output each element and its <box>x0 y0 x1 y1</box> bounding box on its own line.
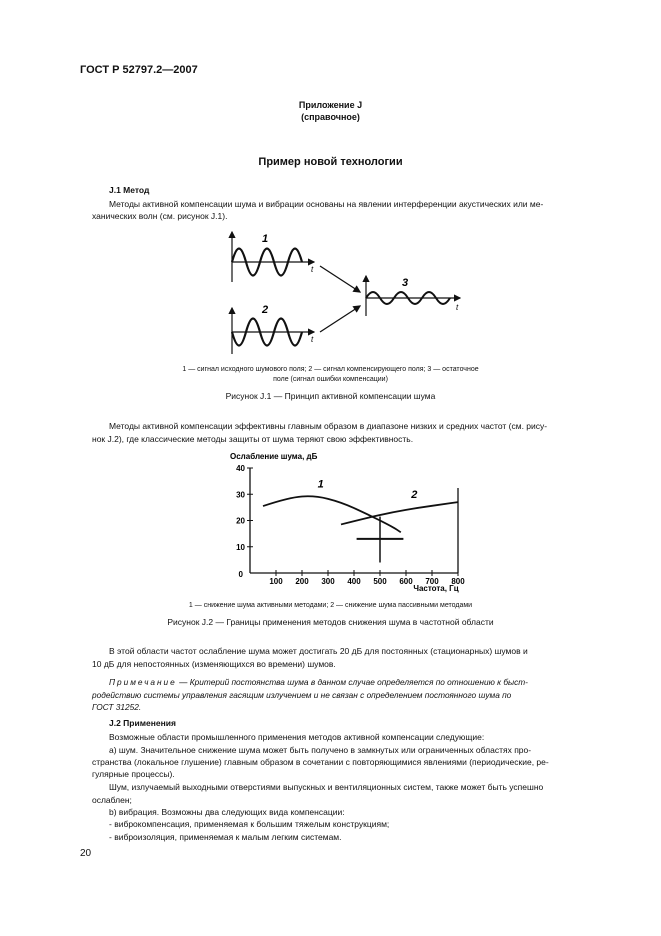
axis-t-label: t <box>456 303 459 312</box>
paragraph-line: гулярные процессы). <box>92 769 175 779</box>
document-header: ГОСТ Р 52797.2—2007 <box>80 64 198 76</box>
page-title: Пример новой технологии <box>258 156 403 168</box>
origin-label: 0 <box>238 570 243 579</box>
paragraph-line: ослаблен; <box>92 795 132 805</box>
paragraph-line: Шум, излучаемый выходными отверстиями выпускных и вентиляционных систем, также может быть успешно <box>109 782 544 792</box>
paragraph-line: Методы активной компенсации шума и вибрации основаны на явлении интерференции акустических или ме- <box>109 199 544 209</box>
note-line: родействию системы управления гасящим излучением и не связан с определением постоянного шума по <box>92 690 512 700</box>
paragraph-line: нок J.2), где классические методы защиты от шума теряют свою эффективность. <box>92 434 414 444</box>
note-label: Примечание <box>109 677 177 687</box>
chart-frame <box>236 464 465 586</box>
series-2-label: 2 <box>411 489 418 502</box>
appendix-label: Приложение J <box>298 100 363 110</box>
axis-t-label: t <box>311 265 314 274</box>
chart-marks <box>263 479 458 563</box>
bullet-item: - виброизоляция, применяемая к малым легким системам. <box>109 832 342 842</box>
combine-arrow-bottom <box>320 306 360 332</box>
y-tick-label: 30 <box>236 490 245 500</box>
paragraph-line: Методы активной компенсации эффективны главным образом в диапазоне низких и средних частот (см. рису- <box>109 421 548 431</box>
figure-j2-chart <box>218 448 478 596</box>
y-axis-label: Ослабление шума, дБ <box>230 452 318 461</box>
figure-j1-caption: Рисунок J.1 — Принцип активной компенсации шума <box>225 391 436 401</box>
series-2-line <box>341 502 458 524</box>
x-axis-label: Частота, Гц <box>413 584 459 593</box>
x-tick-label: 600 <box>399 577 413 586</box>
y-tick-label: 40 <box>236 464 245 473</box>
x-tick-label: 700 <box>425 577 439 586</box>
paragraph-line: Возможные области промышленного применения методов активной компенсации следующие: <box>109 732 485 742</box>
combine-arrow-top <box>320 266 360 292</box>
section-j2-heading: J.2 Применения <box>109 718 176 728</box>
signal-2-label: 2 <box>262 304 269 316</box>
note-text: — Критерий постоянства шума в данном случае определяется по отношению к быст- <box>179 677 528 687</box>
signal-1-label: 1 <box>262 233 269 245</box>
axis-t-label: t <box>311 335 314 344</box>
x-tick-label: 100 <box>269 577 283 586</box>
page-number: 20 <box>80 848 92 859</box>
signal-3-label: 3 <box>402 277 409 289</box>
x-tick-label: 300 <box>321 577 335 586</box>
note-line <box>109 676 614 689</box>
paragraph-line: а) шум. Значительное снижение шума может быть получено в замкнутых или ограниченных областях про- <box>109 745 532 755</box>
note-line: ГОСТ 31252. <box>92 702 142 712</box>
section-j1-heading: J.1 Метод <box>109 185 150 195</box>
paragraph-line: В этой области частот ослабление шума может достигать 20 дБ для постоянных (стационарных) шумов и <box>109 646 528 656</box>
figure-j2-caption: Рисунок J.2 — Границы применения методов снижения шума в частотной области <box>167 617 494 627</box>
paragraph-line: ханических волн (см. рисунок J.1). <box>92 211 228 221</box>
appendix-type: (справочное) <box>301 112 360 122</box>
bullet-item: - виброкомпенсация, применяемая к большим тяжелым конструкциям; <box>109 819 390 829</box>
x-tick-label: 800 <box>451 577 465 586</box>
y-tick-label: 10 <box>236 542 245 552</box>
paragraph-line: b) вибрация. Возможны два следующих вида компенсации: <box>109 807 345 817</box>
legend-line: поле (сигнал ошибки компенсации) <box>273 376 388 383</box>
series-1-label: 1 <box>317 478 324 491</box>
signal-2-plot <box>232 308 314 354</box>
signal-3-plot <box>366 276 460 316</box>
x-tick-label: 500 <box>373 577 387 586</box>
y-tick-label: 20 <box>236 516 245 526</box>
appendix-title <box>0 99 661 123</box>
legend-line: 1 — сигнал исходного шумового поля; 2 — сигнал компенсирующего поля; 3 — остаточное <box>182 366 479 373</box>
x-tick-label: 400 <box>347 577 361 586</box>
signal-1-plot <box>232 232 314 282</box>
figure-j2-legend: 1 — снижение шума активными методами; 2 — снижение шума пассивными методами <box>188 602 473 609</box>
figure-j1-legend <box>0 365 661 385</box>
x-tick-label: 200 <box>295 577 309 586</box>
paragraph-line: 10 дБ для непостоянных (изменяющихся во времени) шумов. <box>92 659 336 669</box>
figure-j1 <box>210 228 470 360</box>
paragraph-line: странства (локальное глушение) главным образом в сочетании с повторяющимися явлениями (периодические, ре- <box>92 757 549 767</box>
